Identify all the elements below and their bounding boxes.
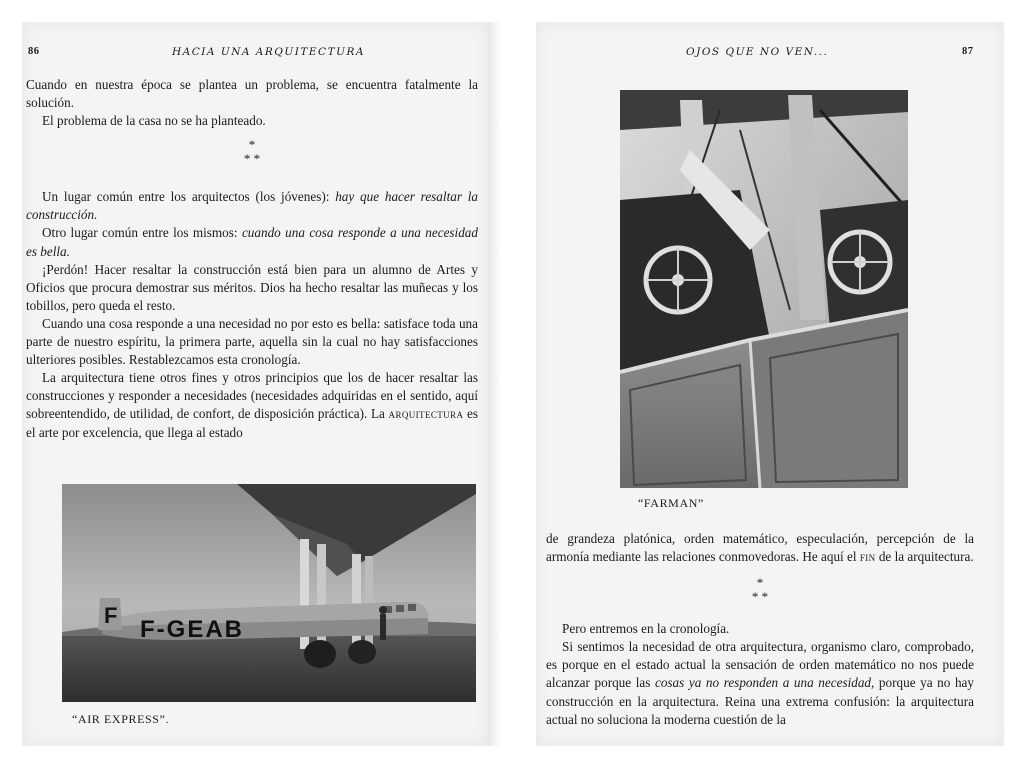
left-paragraph-7-a: La arquitectura tiene otros fines y otros principios que los de hacer resaltar las construcciones y responder a necesidades (necesidades adquiridas en el sentido, aquí sobreentendido, de utilidad, de confort, de disposición práctica). La: [26, 370, 478, 422]
left-paragraph-7-b: es el arte por excelencia, que llega al estado: [26, 406, 479, 440]
registration-marking: F-GEAB: [140, 616, 244, 643]
air-express-photo: [62, 484, 476, 702]
book-gutter: [488, 22, 536, 746]
farman-caption: “FARMAN”: [638, 496, 704, 510]
left-paragraph-4: [26, 224, 478, 260]
air-express-illustration: [62, 484, 476, 702]
right-paragraph-3-italic: cosas ya no responden a una necesidad,: [654, 675, 875, 691]
right-paragraph-1-smallcaps: fin: [859, 549, 876, 565]
right-asterism-bottom: * *: [751, 589, 769, 605]
left-paragraph-4-italic: cuando una cosa responde a una necesidad es bella.: [26, 225, 478, 259]
left-body-text: [26, 76, 478, 442]
left-paragraph-5: ¡Perdón! Hacer resaltar la construcción está bien para un alumno de Artes y Oficios que procura demostrar sus méritos. Dios ha hecho resaltar las muñecas y los tobillos, pero queda el resto.: [26, 261, 478, 313]
left-paragraph-3-roman: Un lugar común entre los arquitectos (los jóvenes):: [42, 189, 330, 205]
left-asterism-top: *: [248, 137, 256, 153]
right-running-title: OJOS QUE NO VEN...: [686, 46, 829, 58]
left-paragraph-1: Cuando en nuestra época se plantea un problema, se encuentra fatalmente la solución.: [26, 77, 478, 111]
left-paragraph-4-roman: Otro lugar común entre los mismos:: [42, 225, 238, 241]
left-paragraph-3: [26, 188, 478, 224]
left-paragraph-7-smallcaps: arquitectura: [388, 406, 464, 422]
left-asterism-bottom: * *: [243, 151, 261, 167]
right-paragraph-1-b: de la arquitectura.: [878, 549, 974, 565]
left-paragraph-3-italic: hay que hacer resaltar la construcción.: [26, 189, 479, 223]
right-page-number: 87: [962, 46, 974, 57]
farman-illustration: [620, 90, 908, 488]
right-paragraph-3-a: Si sentimos la necesidad de otra arquitectura, organismo claro, comprobado, es porque en el estado actual la sensación de orden matemático no nos puede alcanzar porque las: [546, 639, 974, 691]
left-paragraph-7: [26, 369, 478, 441]
left-page-number: 86: [28, 46, 40, 57]
left-paragraph-2: El problema de la casa no se ha planteado.: [42, 113, 266, 129]
right-paragraph-1: [546, 530, 974, 566]
right-paragraph-3-b: porque ya no hay construcción en la arquitectura. Reina una extrema confusión: la arquitectura actual no soluciona la moderna cuestión de la: [546, 675, 974, 727]
right-body-text: [546, 530, 974, 729]
right-asterism-top: *: [756, 575, 764, 591]
fuselage-letter: F: [104, 603, 118, 628]
left-paragraph-6: Cuando una cosa responde a una necesidad no por esto es bella: satisface toda una parte de nuestro espíritu, la primera parte, aquella sin la cual no hay satisfacciones ulteriores posibles. Restablezcamos esta cronología.: [26, 315, 478, 368]
right-paragraph-3: [546, 638, 974, 728]
farman-photo: [620, 90, 908, 488]
left-running-title: HACIA UNA ARQUITECTURA: [172, 46, 365, 58]
air-express-caption: “AIR EXPRESS”.: [72, 712, 170, 726]
right-paragraph-1-a: de grandeza platónica, orden matemático, especulación, percepción de la armonía mediante las relaciones conmovedoras. He aquí el: [546, 531, 974, 565]
right-paragraph-2: Pero entremos en la cronología.: [562, 621, 730, 637]
